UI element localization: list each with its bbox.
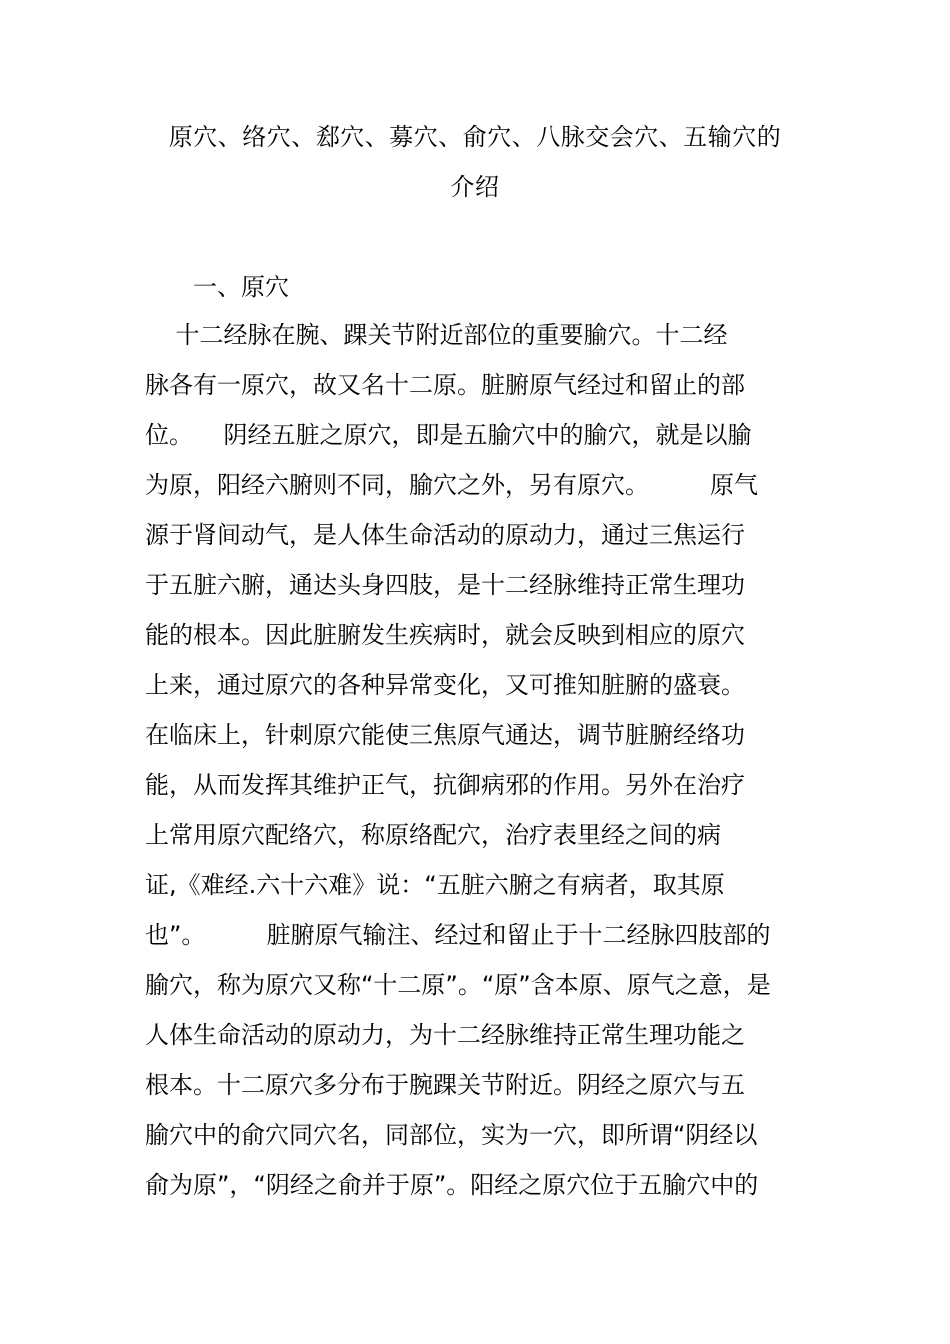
body-line: 俞为原”，“阴经之俞并于原”。阳经之原穴位于五腧穴中的 [145,1171,759,1199]
body-line: 为原，阳经六腑则不同，腧穴之外，另有原穴。 原气 [145,471,759,499]
body-line: 也”。 脏腑原气输注、经过和留止于十二经脉四肢部的 [145,921,771,949]
body-line: 人体生命活动的原动力，为十二经脉维持正常生理功能之 [145,1021,745,1049]
body-line: 位。 阴经五脏之原穴，即是五腧穴中的腧穴，就是以腧 [145,421,752,449]
body-line: 脉各有一原穴，故又名十二原。脏腑原气经过和留止的部 [145,371,745,399]
body-line: 腧穴中的俞穴同穴名，同部位，实为一穴，即所谓“阴经以 [145,1121,758,1149]
title-line-2: 介绍 [450,173,500,201]
body-line: 证,《难经.六十六难》说：“五脏六腑之有病者，取其原 [145,871,725,899]
body-line: 上来，通过原穴的各种异常变化，又可推知脏腑的盛衰。 [145,671,745,699]
title-line-1: 原穴、络穴、郄穴、募穴、俞穴、八脉交会穴、五输穴的 [168,123,782,151]
body-line: 能，从而发挥其维护正气，抗御病邪的作用。另外在治疗 [145,771,745,799]
body-line: 腧穴，称为原穴又称“十二原”。“原”含本原、原气之意，是 [145,971,771,999]
body-line: 根本。十二原穴多分布于腕踝关节附近。阴经之原穴与五 [145,1071,745,1099]
body-line: 于五脏六腑，通达头身四肢，是十二经脉维持正常生理功 [145,571,745,599]
body-text [145,310,815,1210]
body-line: 上常用原穴配络穴，称原络配穴，治疗表里经之间的病 [145,821,721,849]
body-line: 源于肾间动气，是人体生命活动的原动力，通过三焦运行 [145,521,745,549]
section-heading: 一、原穴 [193,273,289,301]
body-line: 在临床上，针刺原穴能使三焦原气通达，调节脏腑经络功 [145,721,745,749]
body-line: 能的根本。因此脏腑发生疾病时，就会反映到相应的原穴 [145,621,745,649]
document-title [140,112,810,212]
body-line: 十二经脉在腕、踝关节附近部位的重要腧穴。十二经 [145,321,728,349]
